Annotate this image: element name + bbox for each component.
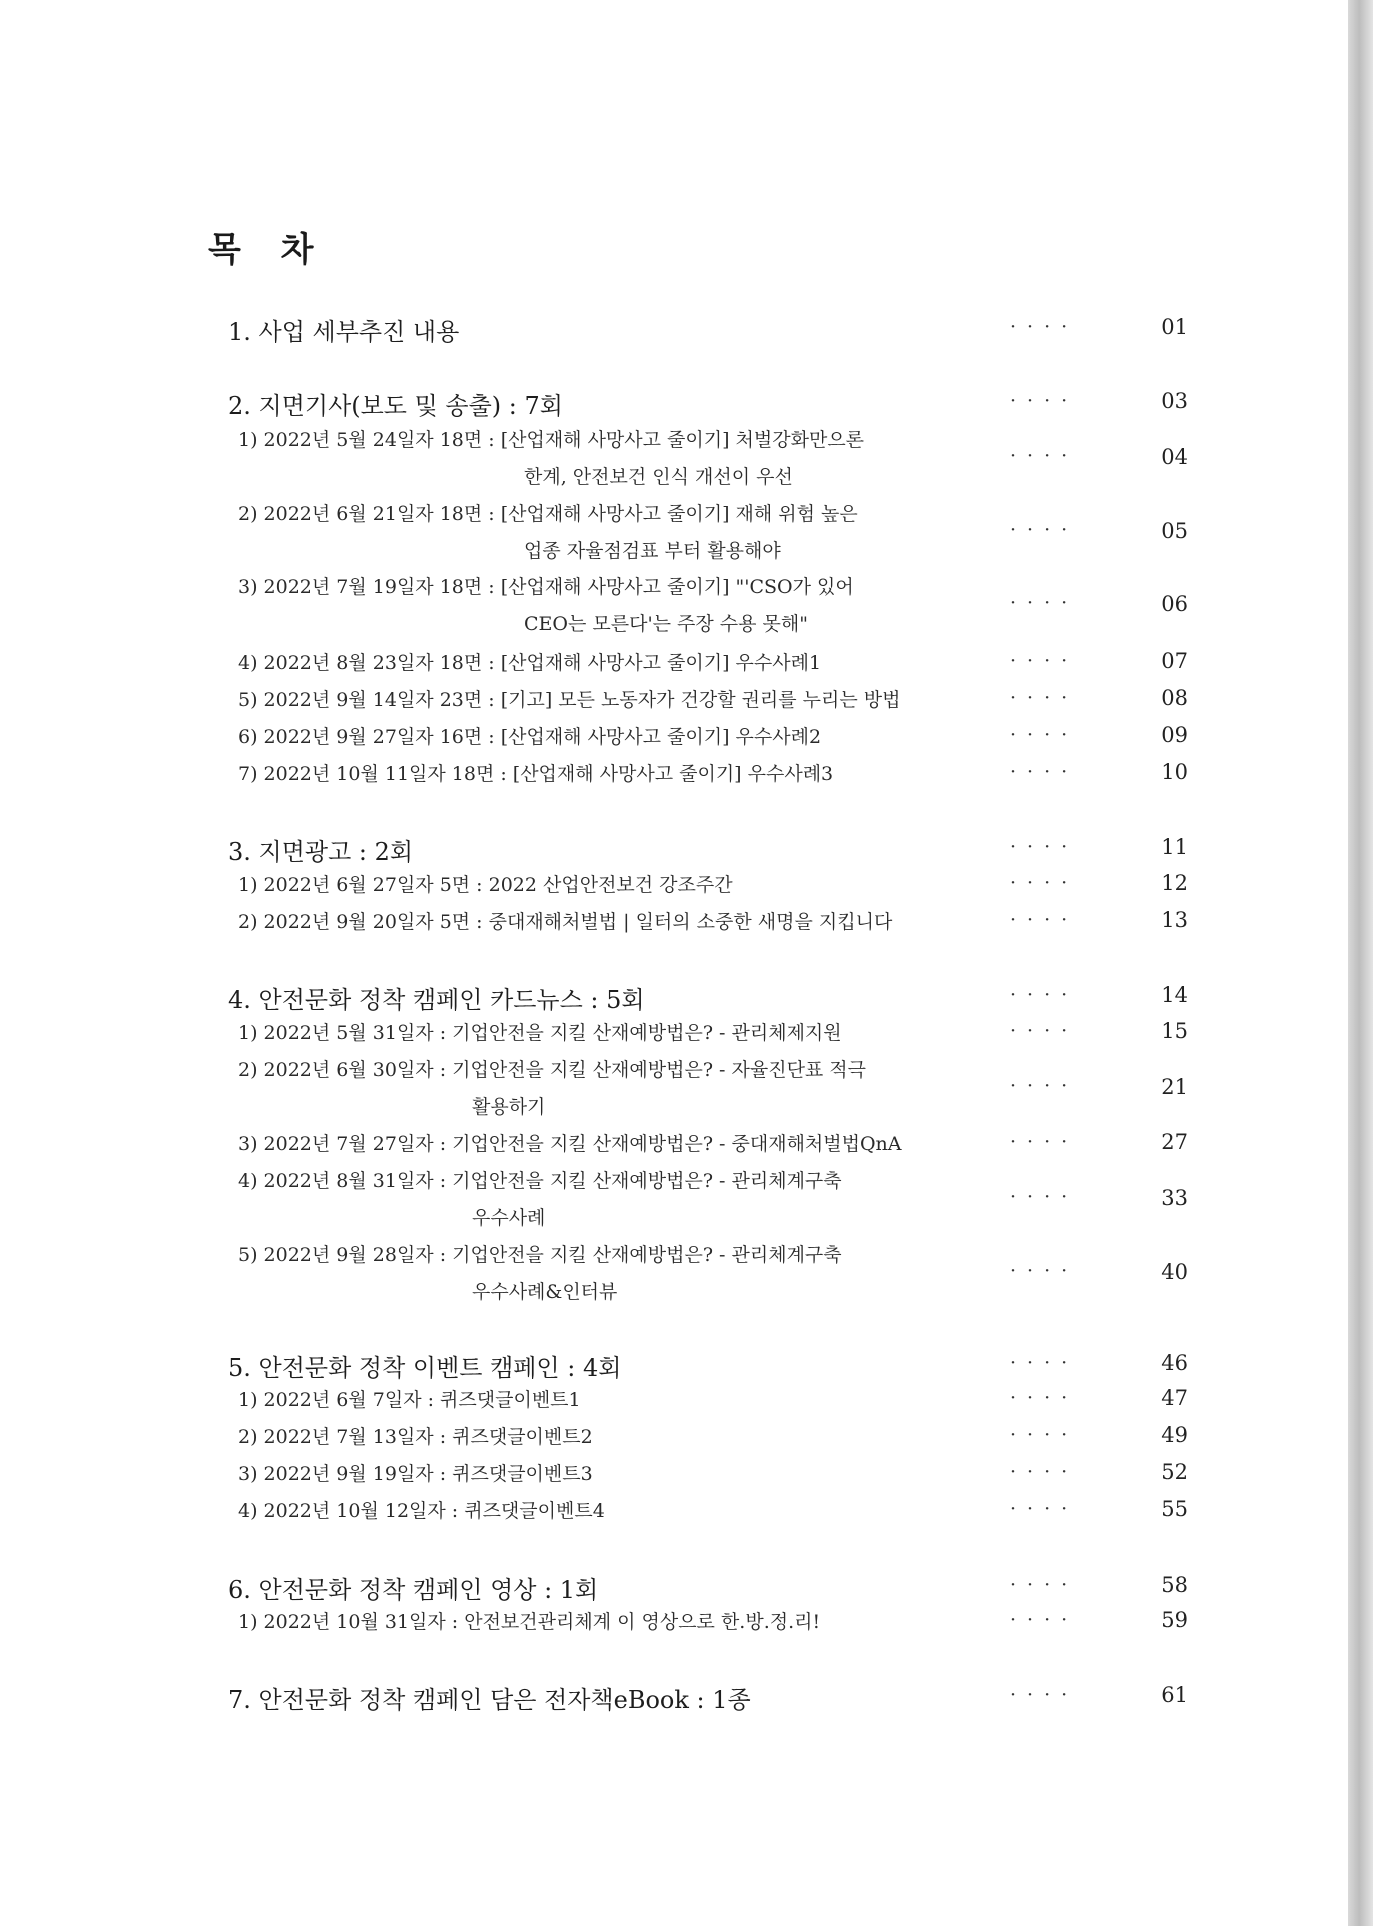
toc-item-continuation: 우수사례 bbox=[472, 1207, 546, 1229]
toc-item-page: 07 bbox=[1161, 649, 1188, 673]
leader-dots: ···· bbox=[1010, 445, 1079, 467]
leader-dots: ···· bbox=[1010, 1498, 1079, 1520]
leader-dots: ···· bbox=[1010, 687, 1079, 709]
leader-dots: ···· bbox=[1010, 1424, 1079, 1446]
toc-item-label: 1) 2022년 6월 7일자 : 퀴즈댓글이벤트1 bbox=[238, 1389, 581, 1411]
toc-section-label: 7. 안전문화 정착 캠페인 담은 전자책eBook : 1종 bbox=[228, 1686, 751, 1714]
toc-item-label: 4) 2022년 8월 23일자 18면 : [산업재해 사망사고 줄이기] 우수사례1 bbox=[238, 652, 822, 674]
leader-dots: ···· bbox=[1010, 1020, 1079, 1042]
leader-dots: ···· bbox=[1010, 1131, 1079, 1153]
toc-item-page: 15 bbox=[1161, 1019, 1188, 1043]
toc-section-page: 11 bbox=[1161, 835, 1188, 859]
toc-item-label: 2) 2022년 6월 21일자 18면 : [산업재해 사망사고 줄이기] 재해 위험 높은 bbox=[238, 503, 858, 525]
toc-item-label: 1) 2022년 5월 24일자 18면 : [산업재해 사망사고 줄이기] 처벌강화만으론 bbox=[238, 429, 865, 451]
leader-dots: ···· bbox=[1010, 650, 1079, 672]
leader-dots: ···· bbox=[1010, 872, 1079, 894]
toc-item-continuation: 우수사례&인터뷰 bbox=[472, 1281, 618, 1303]
toc-section-label: 4. 안전문화 정착 캠페인 카드뉴스 : 5회 bbox=[228, 986, 645, 1014]
toc-section-page: 61 bbox=[1161, 1683, 1188, 1707]
leader-dots: ···· bbox=[1010, 984, 1079, 1006]
toc-item-continuation: CEO는 모른다'는 주장 수용 못해" bbox=[524, 613, 808, 635]
toc-item-label: 3) 2022년 7월 27일자 : 기업안전을 지킬 산재예방법은? - 중대재해처벌법QnA bbox=[238, 1133, 902, 1155]
leader-dots: ···· bbox=[1010, 836, 1079, 858]
leader-dots: ···· bbox=[1010, 390, 1079, 412]
leader-dots: ···· bbox=[1010, 1186, 1079, 1208]
leader-dots: ···· bbox=[1010, 1075, 1079, 1097]
toc-item-label: 1) 2022년 5월 31일자 : 기업안전을 지킬 산재예방법은? - 관리체제지원 bbox=[238, 1022, 842, 1044]
toc-item-label: 6) 2022년 9월 27일자 16면 : [산업재해 사망사고 줄이기] 우수사례2 bbox=[238, 726, 822, 748]
toc-item-label: 5) 2022년 9월 28일자 : 기업안전을 지킬 산재예방법은? - 관리체계구축 bbox=[238, 1244, 842, 1266]
leader-dots: ···· bbox=[1010, 909, 1079, 931]
toc-item-label: 3) 2022년 9월 19일자 : 퀴즈댓글이벤트3 bbox=[238, 1463, 593, 1485]
leader-dots: ···· bbox=[1010, 519, 1079, 541]
toc-item-continuation: 활용하기 bbox=[472, 1096, 546, 1118]
toc-item-label: 2) 2022년 7월 13일자 : 퀴즈댓글이벤트2 bbox=[238, 1426, 593, 1448]
toc-section-page: 14 bbox=[1161, 983, 1188, 1007]
toc-item-page: 10 bbox=[1161, 760, 1188, 784]
toc-title: 목 차 bbox=[208, 230, 328, 270]
toc-item-page: 04 bbox=[1161, 445, 1188, 469]
leader-dots: ···· bbox=[1010, 724, 1079, 746]
toc-item-page: 47 bbox=[1161, 1386, 1188, 1410]
leader-dots: ···· bbox=[1010, 1352, 1079, 1374]
toc-item-page: 13 bbox=[1161, 908, 1188, 932]
leader-dots: ···· bbox=[1010, 316, 1079, 338]
toc-item-page: 33 bbox=[1161, 1186, 1188, 1210]
toc-item-page: 49 bbox=[1161, 1423, 1188, 1447]
toc-item-page: 59 bbox=[1161, 1608, 1188, 1632]
leader-dots: ···· bbox=[1010, 1461, 1079, 1483]
toc-section-label: 5. 안전문화 정착 이벤트 캠페인 : 4회 bbox=[228, 1354, 622, 1382]
toc-section-page: 46 bbox=[1161, 1351, 1188, 1375]
toc-item-label: 5) 2022년 9월 14일자 23면 : [기고] 모든 노동자가 건강할 권리를 누리는 방법 bbox=[238, 689, 901, 711]
toc-item-page: 06 bbox=[1161, 592, 1188, 616]
toc-item-page: 40 bbox=[1161, 1260, 1188, 1284]
toc-section-page: 01 bbox=[1161, 315, 1188, 339]
page-spine-shadow bbox=[1348, 0, 1373, 1926]
toc-section-label: 2. 지면기사(보도 및 송출) : 7회 bbox=[228, 392, 563, 420]
toc-item-label: 3) 2022년 7월 19일자 18면 : [산업재해 사망사고 줄이기] "'CSO가 있어 bbox=[238, 576, 854, 598]
toc-item-label: 4) 2022년 10월 12일자 : 퀴즈댓글이벤트4 bbox=[238, 1500, 605, 1522]
toc-item-page: 05 bbox=[1161, 519, 1188, 543]
toc-item-page: 27 bbox=[1161, 1130, 1188, 1154]
toc-item-page: 21 bbox=[1161, 1075, 1188, 1099]
toc-section-page: 03 bbox=[1161, 389, 1188, 413]
toc-item-label: 1) 2022년 10월 31일자 : 안전보건관리체계 이 영상으로 한.방.정.리! bbox=[238, 1611, 821, 1633]
leader-dots: ···· bbox=[1010, 761, 1079, 783]
leader-dots: ···· bbox=[1010, 1684, 1079, 1706]
toc-section-label: 3. 지면광고 : 2회 bbox=[228, 838, 414, 866]
toc-item-page: 52 bbox=[1161, 1460, 1188, 1484]
toc-item-continuation: 업종 자율점검표 부터 활용해야 bbox=[524, 540, 781, 562]
leader-dots: ···· bbox=[1010, 1387, 1079, 1409]
toc-section-page: 58 bbox=[1161, 1573, 1188, 1597]
toc-section-label: 1. 사업 세부추진 내용 bbox=[228, 318, 460, 346]
leader-dots: ···· bbox=[1010, 1574, 1079, 1596]
toc-item-continuation: 한계, 안전보건 인식 개선이 우선 bbox=[524, 466, 793, 488]
toc-item-page: 09 bbox=[1161, 723, 1188, 747]
toc-item-page: 55 bbox=[1161, 1497, 1188, 1521]
toc-item-page: 12 bbox=[1161, 871, 1188, 895]
toc-item-label: 2) 2022년 6월 30일자 : 기업안전을 지킬 산재예방법은? - 자율진단표 적극 bbox=[238, 1059, 867, 1081]
toc-item-label: 4) 2022년 8월 31일자 : 기업안전을 지킬 산재예방법은? - 관리체계구축 bbox=[238, 1170, 842, 1192]
leader-dots: ···· bbox=[1010, 1609, 1079, 1631]
toc-item-label: 2) 2022년 9월 20일자 5면 : 중대재해처벌법 | 일터의 소중한 새명을 지킵니다 bbox=[238, 911, 893, 933]
toc-item-page: 08 bbox=[1161, 686, 1188, 710]
leader-dots: ···· bbox=[1010, 592, 1079, 614]
leader-dots: ···· bbox=[1010, 1260, 1079, 1282]
toc-item-label: 7) 2022년 10월 11일자 18면 : [산업재해 사망사고 줄이기] 우수사례3 bbox=[238, 763, 834, 785]
toc-item-label: 1) 2022년 6월 27일자 5면 : 2022 산업안전보건 강조주간 bbox=[238, 874, 733, 896]
toc-section-label: 6. 안전문화 정착 캠페인 영상 : 1회 bbox=[228, 1576, 599, 1604]
